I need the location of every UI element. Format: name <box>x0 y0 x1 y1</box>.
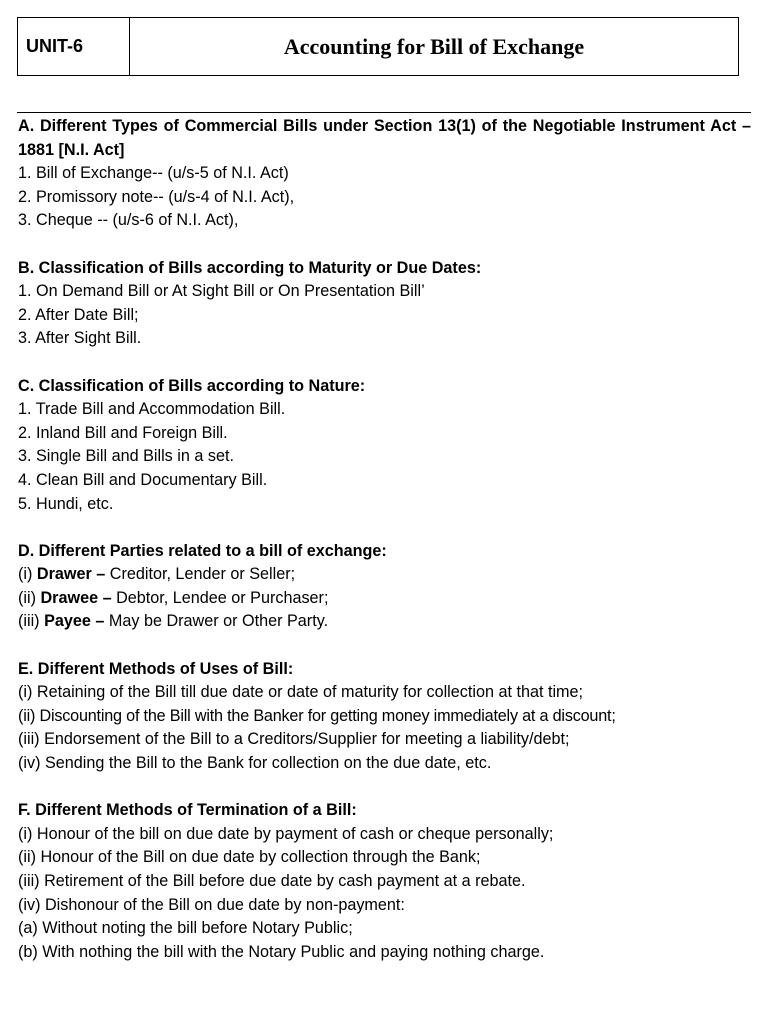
list-item: (i) Honour of the bill on due date by payment of cash or cheque personally; <box>18 824 554 843</box>
party-desc: May be Drawer or Other Party. <box>104 612 329 631</box>
party-term: Drawee – <box>40 588 112 607</box>
section-heading: A. Different Types of Commercial Bills under Section 13(1) of the Negotiable Instrument Act – 1881 [N.I. Act] <box>18 117 751 159</box>
party-desc: Debtor, Lendee or Purchaser; <box>111 588 329 607</box>
section-heading: C. Classification of Bills according to Nature: <box>18 376 366 395</box>
list-item: 2. Promissory note-- (u/s-4 of N.I. Act), <box>18 187 295 206</box>
party-item <box>18 587 751 611</box>
list-item: 3. After Sight Bill. <box>18 329 142 348</box>
section-heading: E. Different Methods of Uses of Bill: <box>18 659 294 678</box>
list-item: 1. Bill of Exchange-- (u/s-5 of N.I. Act) <box>18 164 289 183</box>
party-number: (iii) <box>18 612 45 631</box>
list-item: (b) With nothing the bill with the Notary Public and paying nothing charge. <box>18 942 545 961</box>
list-item: 5. Hundi, etc. <box>18 494 114 513</box>
header-box <box>17 17 739 76</box>
section-f <box>18 799 751 964</box>
party-term: Payee – <box>44 612 105 631</box>
list-item: (iii) Retirement of the Bill before due date by cash payment at a rebate. <box>18 872 526 890</box>
section-e <box>18 658 751 776</box>
list-item: 4. Clean Bill and Documentary Bill. <box>18 470 268 489</box>
list-item: 2. After Date Bill; <box>18 305 139 324</box>
party-desc: Creditor, Lender or Seller; <box>105 565 296 584</box>
divider <box>17 112 751 113</box>
list-item: 1. Trade Bill and Accommodation Bill. <box>18 400 286 419</box>
list-item: (iv) Dishonour of the Bill on due date by non-payment: <box>18 895 405 914</box>
list-item: 3. Single Bill and Bills in a set. <box>18 447 234 466</box>
section-c <box>18 375 751 517</box>
section-heading: B. Classification of Bills according to Maturity or Due Dates: <box>18 258 482 277</box>
party-term: Drawer – <box>36 565 106 584</box>
party-item <box>18 610 751 634</box>
list-item: (iii) Endorsement of the Bill to a Creditors/Supplier for meeting a liability/debt; <box>18 730 570 749</box>
section-a <box>18 115 751 233</box>
list-item: (a) Without noting the bill before Notary Public; <box>18 919 353 938</box>
section-b <box>18 257 751 351</box>
list-item: 2. Inland Bill and Foreign Bill. <box>18 423 228 442</box>
unit-label: UNIT-6 <box>18 18 130 75</box>
list-item: 3. Cheque -- (u/s-6 of N.I. Act), <box>18 211 239 230</box>
list-item: (iv) Sending the Bill to the Bank for collection on the due date, etc. <box>18 754 492 773</box>
document-body <box>18 115 751 988</box>
page-title: Accounting for Bill of Exchange <box>283 33 585 59</box>
list-item: (ii) Discounting of the Bill with the Banker for getting money immediately at a discount; <box>18 706 616 725</box>
party-item <box>18 563 751 587</box>
section-d <box>18 540 751 634</box>
section-heading: F. Different Methods of Termination of a Bill: <box>18 801 357 820</box>
list-item: (i) Retaining of the Bill till due date or date of maturity for collection at that time; <box>18 683 584 702</box>
list-item: (ii) Honour of the Bill on due date by collection through the Bank; <box>18 848 481 867</box>
list-item: 1. On Demand Bill or At Sight Bill or On Presentation Bill’ <box>18 282 425 301</box>
section-heading: D. Different Parties related to a bill of exchange: <box>18 541 387 560</box>
party-number: (ii) <box>18 588 41 607</box>
party-number: (i) <box>18 565 37 584</box>
